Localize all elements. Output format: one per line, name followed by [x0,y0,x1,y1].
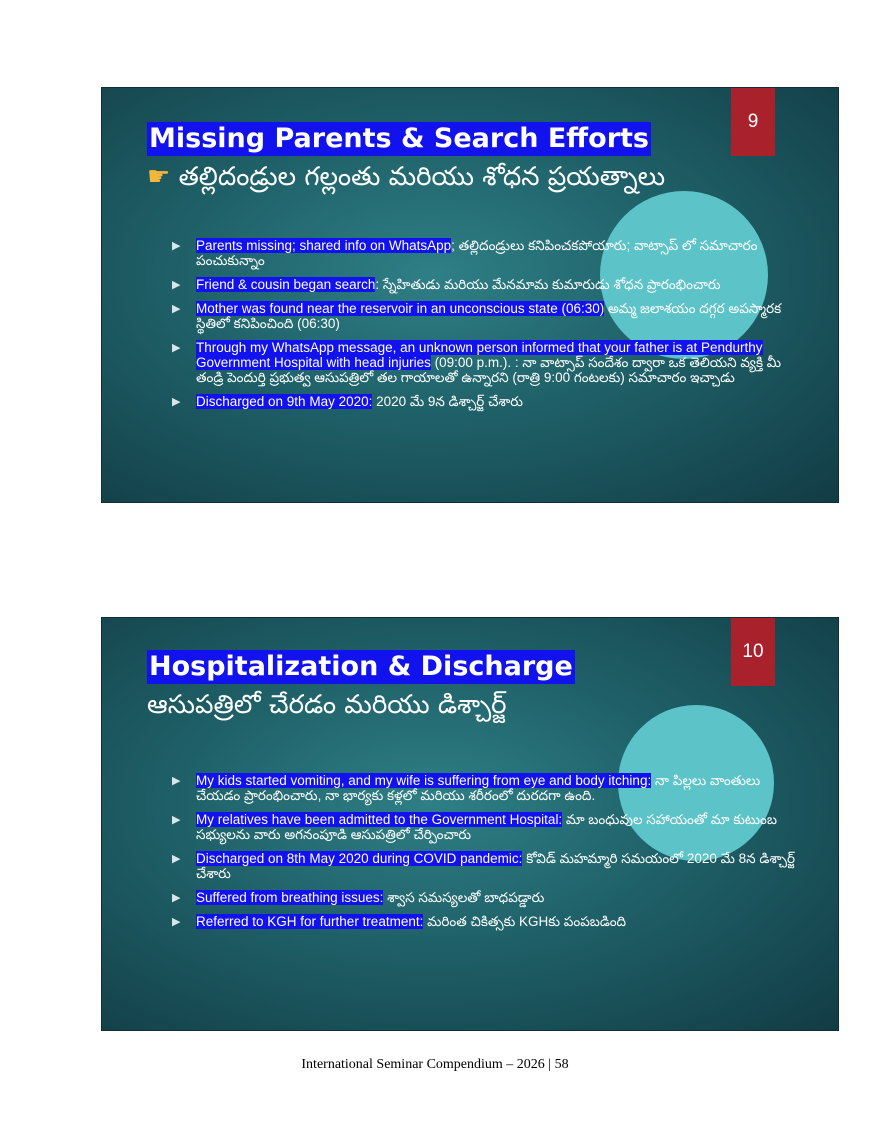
slide-title: Hospitalization & Discharge [149,651,573,682]
bullet-text-en: Suffered from breathing issues: [196,890,384,905]
bullet-list [172,238,792,418]
bullet-text-en: Discharged on 8th May 2020 during COVID pandemic: [196,851,523,866]
slide-number-tab: 9 [731,88,775,156]
subtitle-text: తల్లిదండ్రుల గల్లంతు మరియు శోధన ప్రయత్నాలు [178,162,666,192]
bullet-text-te: మరింత చికిత్సకు KGHకు పంపబడింది [423,914,627,929]
list-item [172,914,802,929]
bullet-text-en: Parents missing; shared info on WhatsApp [196,238,452,253]
list-item [172,812,802,842]
bullet-text-en: Mother was found near the reservoir in an unconscious state (06:30) [196,301,605,316]
bullet-arrow-icon: ▶ [172,775,181,787]
slide-subtitle-telugu [147,158,667,196]
bullet-text-te: మా బంధువుల సహాయంతో మా కుటుంబ సభ్యులను వారు అగనంపూడి ఆసుపత్రిలో చేర్పించారు [196,812,777,842]
page-footer: International Seminar Compendium – 2026 | 58 [301,1057,569,1072]
list-item [172,340,792,385]
slide-subtitle-telugu: ఆసుపత్రిలో చేరడం మరియు డిశ్చార్జ్ [147,690,507,720]
list-item [172,773,802,803]
slide-9 [102,88,838,502]
bullet-text-te: : స్నేహితుడు మరియు మేనమామ కుమారుడు శోధన ప్రారంభించారు [375,277,721,292]
bullet-arrow-icon: ▶ [172,279,181,291]
bullet-text-en: Friend & cousin began search [196,277,376,292]
bullet-arrow-icon: ▶ [172,814,181,826]
bullet-text-te: ; తల్లిదండ్రులు కనిపించకపోయారు; వాట్సాప్ లో సమాచారం పంచుకున్నాం [196,238,758,268]
bullet-text-en: My relatives have been admitted to the Government Hospital: [196,812,563,827]
bullet-arrow-icon: ▶ [172,240,181,252]
bullet-arrow-icon: ▶ [172,342,181,354]
bullet-arrow-icon: ▶ [172,853,181,865]
slide-10 [102,618,838,1030]
bullet-text-en: My kids started vomiting, and my wife is suffering from eye and body itching: [196,773,652,788]
bullet-text-en: Referred to KGH for further treatment: [196,914,424,929]
list-item [172,890,802,905]
bullet-arrow-icon: ▶ [172,916,181,928]
pointing-hand-icon: ☛ [147,162,171,192]
list-item [172,851,802,881]
bullet-text-en: Through my WhatsApp message, an unknown person informed that your father is at Pendurthy Government Hospital with head injuries [196,340,763,370]
bullet-arrow-icon: ▶ [172,396,181,408]
list-item [172,238,792,268]
bullet-text-en: Discharged on 9th May 2020: [196,394,373,409]
bullet-text-te: కోవిడ్ మహమ్మారి సమయంలో 2020 మే 8న డిశ్చార్జ్ చేశారు [196,851,796,881]
list-item [172,277,792,292]
list-item [172,394,792,409]
bullet-text-te: శ్వాస సమస్యలతో బాధపడ్డారు [383,890,545,905]
bullet-text-te: అమ్మ జలాశయం దగ్గర అపస్మారక స్థితిలో కనిపించింది (06:30) [196,301,782,331]
bullet-arrow-icon: ▶ [172,303,181,315]
list-item [172,301,792,331]
bullet-list [172,773,802,938]
slide-number-tab: 10 [731,618,775,686]
bullet-text-te: (09:00 p.m.). : నా వాట్సాప్ సందేశం ద్వారా ఒక తెలియని వ్యక్తి మీ తండ్రి పెందుర్తి ప్రభుత్వ ఆసుపత్రిలో తల గాయాలతో ఉన్నారని (రాత్రి 9:00 గంటలకు) సమాచారం ఇచ్చాడు [196,355,782,385]
slide-title: Missing Parents & Search Efforts [149,123,650,154]
bullet-text-te: నా పిల్లలు వాంతులు చేయడం ప్రారంభించారు, నా భార్యకు కళ్లలో మరియు శరీరంలో దురదగా ఉంది. [196,773,761,803]
bullet-arrow-icon: ▶ [172,892,181,904]
bullet-text-te: 2020 మే 9న డిశ్చార్జ్ చేశారు [372,394,523,409]
